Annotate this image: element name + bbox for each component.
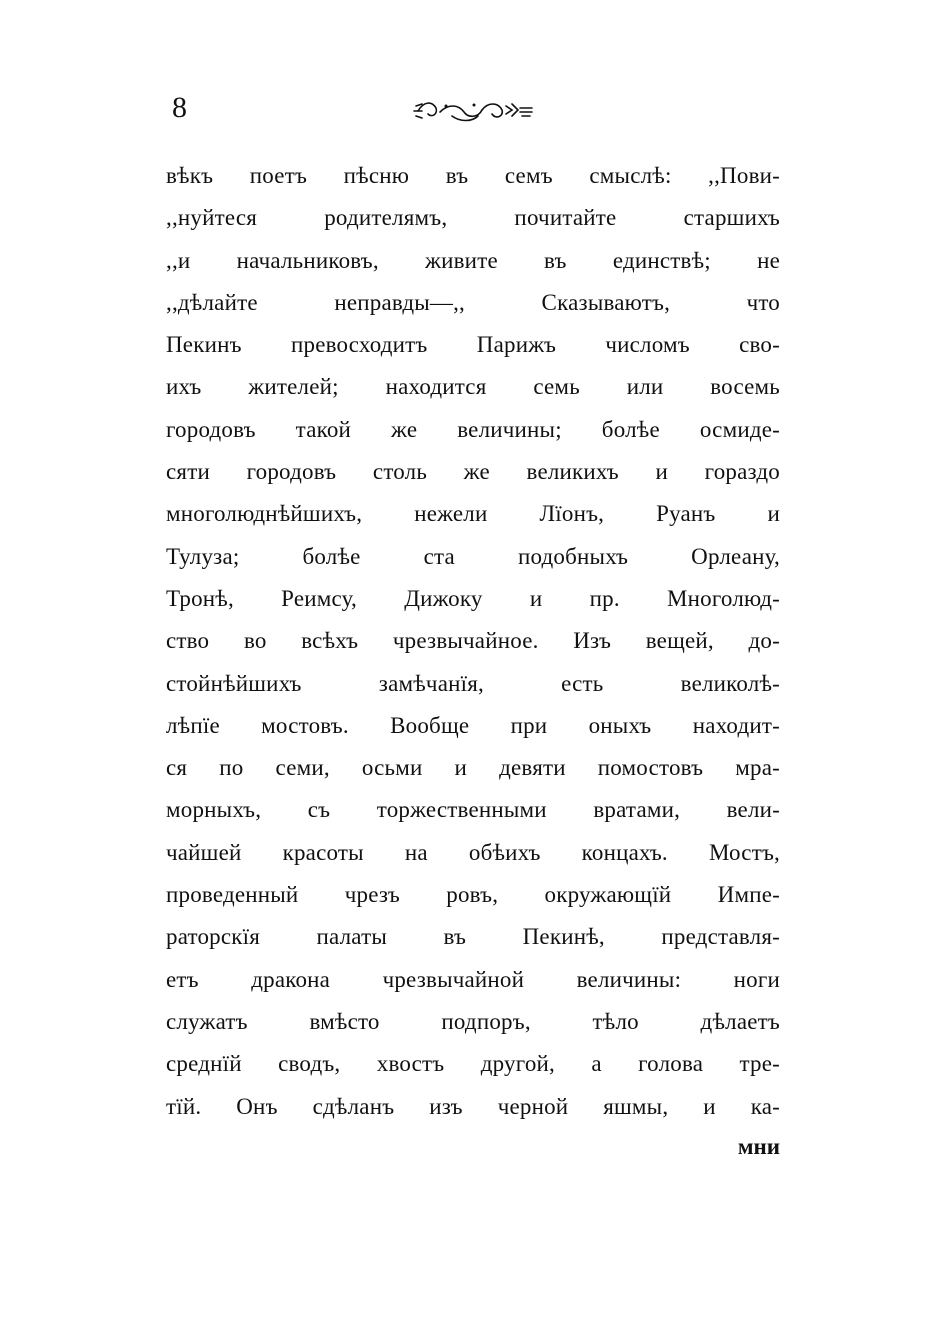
- text-line: проведенный чрезъ ровъ, окружающїй Импе-: [166, 882, 780, 908]
- text-line: служатъ вмѣсто подпоръ, тѣло дѣлаетъ: [166, 1008, 780, 1034]
- body-text: [166, 155, 780, 1128]
- text-line: Тронѣ, Реимсу, Дижоку и пр. Многолюд-: [166, 585, 780, 611]
- text-line: ихъ жителей; находится семь или восемь: [166, 374, 780, 400]
- text-line: Пекинъ превосходитъ Парижъ числомъ сво-: [166, 332, 780, 358]
- text-line: вѣкъ поетъ пѣсню въ семъ смыслѣ: ,,Пови-: [166, 163, 780, 188]
- text-line: стойнѣйшихъ замѣчанїя, есть великолѣ-: [166, 670, 780, 696]
- text-line: етъ дракона чрезвычайной величины: ноги: [166, 966, 780, 992]
- text-line: морныхъ, съ торжественными вратами, вели-: [166, 797, 780, 823]
- text-line: городовъ такой же величины; болѣе осмиде-: [166, 416, 780, 442]
- text-line: ,,дѣлайте неправды—,, Сказываютъ, что: [166, 289, 780, 315]
- text-line: ство во всѣхъ чрезвычайное. Изъ вещей, до-: [166, 628, 780, 654]
- page-header: [166, 88, 786, 132]
- text-line: сяти городовъ столь же великихъ и гораздо: [166, 459, 780, 485]
- text-line: Тулуза; болѣе ста подобныхъ Орлеану,: [166, 543, 780, 569]
- text-line: лѣпїе мостовъ. Вообще при оныхъ находит-: [166, 712, 780, 738]
- text-line: среднїй сводъ, хвостъ другой, а голова тре-: [166, 1051, 780, 1077]
- ornament-icon: [412, 96, 536, 126]
- text-line: тїй. Онъ сдѣланъ изъ черной яшмы, и ка-: [166, 1093, 780, 1119]
- page-number: 8: [172, 91, 187, 124]
- text-line: ,,нуйтеся родителямъ, почитайте старшихъ: [166, 205, 780, 231]
- catchword: мни: [737, 1134, 780, 1159]
- text-line: ся по семи, осьми и девяти помостовъ мра-: [166, 755, 780, 781]
- text-line: чайшей красоты на обѣихъ концахъ. Мостъ,: [166, 839, 780, 865]
- text-line: ,,и начальниковъ, живите въ единствѣ; не: [166, 247, 780, 273]
- text-line: раторскїя палаты въ Пекинѣ, представля-: [166, 924, 780, 950]
- text-line: многолюднѣйшихъ, нежели Лїонъ, Руанъ и: [166, 501, 780, 527]
